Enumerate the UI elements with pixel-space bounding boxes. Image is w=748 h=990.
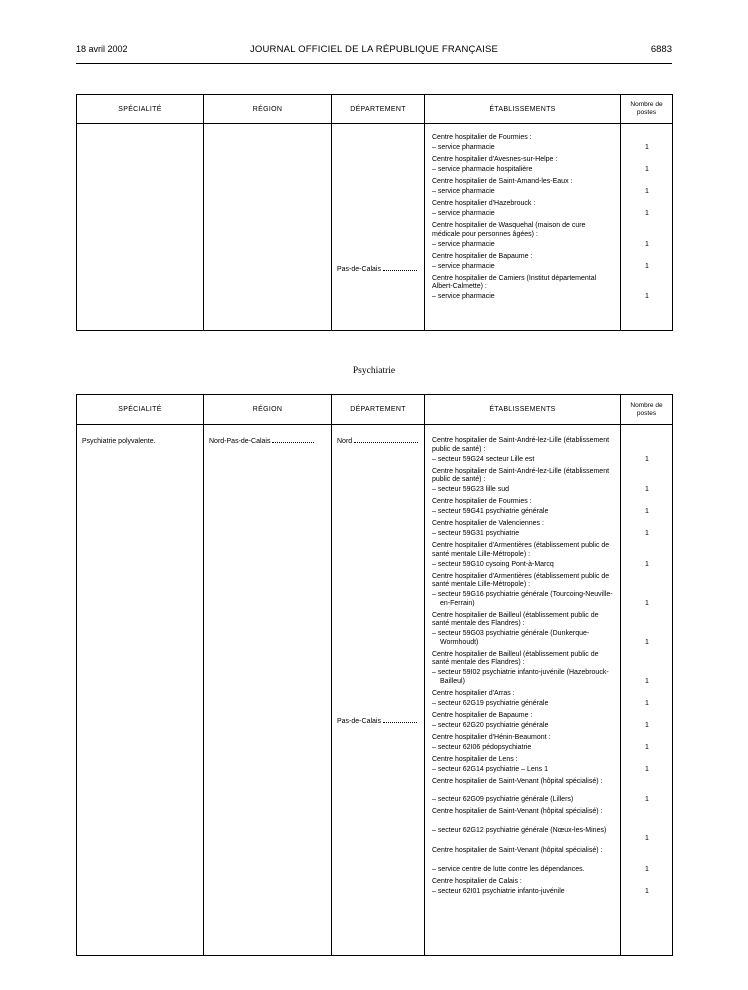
postes-count: 1 [645, 638, 649, 646]
region-label: Nord-Pas-de-Calais [209, 437, 314, 446]
service-entry: – secteur 62G19 psychiatrie générale [432, 699, 549, 707]
table-header-row [77, 95, 673, 124]
table-header-row [77, 395, 673, 425]
service-entry: – service pharmacie [432, 210, 495, 217]
col-header-etablissements: ÉTABLISSEMENTS [425, 395, 621, 425]
departement-cell [332, 124, 425, 331]
postes-count: 1 [645, 262, 649, 270]
section-title: Psychiatrie [352, 366, 396, 376]
postes-count: 1 [645, 508, 649, 515]
service-entry: – secteur 62G20 psychiatrie générale [432, 721, 549, 729]
pharmacy-table [76, 94, 673, 331]
service-entry: – secteur 59G31 psychiatrie [432, 530, 520, 537]
postes-count: 1 [645, 240, 649, 248]
service-entry: – service pharmacie [432, 144, 495, 151]
postes-count: 1 [645, 699, 649, 707]
service-entry: – secteur 62G12 psychiatrie générale (Nœux-les-Mines) [432, 826, 607, 834]
service-entry: – secteur 62G14 psychiatrie – Lens 1 [432, 765, 548, 773]
service-entry: – service pharmacie [432, 188, 495, 195]
service-entry: – secteur 62G09 psychiatrie générale (Lillers) [432, 796, 574, 803]
table-body-row [77, 124, 673, 331]
postes-count: 1 [645, 677, 649, 685]
establishment-entry: Centre hospitalier de Valenciennes : [432, 520, 544, 527]
region-cell [204, 425, 332, 956]
postes-count: 1 [645, 166, 649, 173]
departement-pdc-label: Pas-de-Calais [337, 717, 417, 726]
postes-count: 1 [645, 530, 649, 537]
nombre-postes-cell [621, 124, 673, 331]
establishment-entry: Centre hospitalier d'Armentières (établissement public de santé mentale Lille-Métropole) : [432, 572, 610, 588]
service-entry: – service pharmacie hospitalière [432, 166, 533, 173]
service-entry: – secteur 59G03 psychiatrie générale (Dunkerque-Wormhoudt) [432, 630, 590, 646]
postes-count: 1 [645, 887, 649, 895]
postes-count: 1 [645, 486, 649, 493]
service-entry: – service pharmacie [432, 293, 495, 300]
departement-nord-label: Nord [337, 437, 418, 446]
postes-count: 1 [645, 188, 649, 195]
specialite-cell [77, 124, 204, 331]
establishment-entry: Centre hospitalier de Saint-André-lez-Lille (établissement public de santé) : [432, 437, 610, 453]
establishment-entry: Centre hospitalier de Saint-Venant (hôpital spécialisé) : [432, 777, 603, 785]
establishment-entry: Centre hospitalier d'Hénin-Beaumont : [432, 733, 551, 741]
service-entry: – secteur 59G24 secteur Lille est [432, 455, 535, 463]
establishment-entry: Centre hospitalier de Bapaume : [432, 252, 533, 260]
establishment-entry: Centre hospitalier de Fourmies : [432, 498, 532, 505]
establishment-entry: Centre hospitalier de Calais : [432, 877, 522, 885]
postes-count: 1 [645, 210, 649, 217]
establishment-entry: Centre hospitalier de Saint-Venant (hôpital spécialisé) : [432, 808, 603, 815]
specialite-cell [77, 425, 204, 956]
col-header-specialite: SPÉCIALITÉ [77, 395, 204, 425]
establishment-entry: Centre hospitalier de Saint-André-lez-Lille (établissement public de santé) : [432, 467, 610, 483]
service-entry: – service pharmacie [432, 262, 495, 270]
establishment-entry: Centre hospitalier de Saint-Venant (hôpital spécialisé) : [432, 847, 603, 854]
col-header-etablissements: ÉTABLISSEMENTS [425, 95, 621, 124]
postes-count: 1 [645, 599, 649, 607]
establishment-entry: Centre hospitalier de Lens : [432, 755, 518, 763]
col-header-region: RÉGION [204, 395, 332, 425]
departement-label: Pas-de-Calais [337, 265, 417, 274]
establishment-entry: Centre hospitalier de Bailleul (établissement public de santé mentale des Flandres) : [432, 650, 599, 666]
postes-count: 1 [645, 455, 649, 463]
establishment-entry: Centre hospitalier de Fourmies : [432, 134, 532, 141]
postes-count: 1 [645, 865, 649, 873]
postes-count: 1 [645, 765, 649, 773]
establishment-entry: Centre hospitalier de Saint-Amand-les-Eaux : [432, 178, 573, 185]
specialite-label: Psychiatrie polyvalente. [82, 438, 156, 445]
service-entry: – secteur 59I02 psychiatrie infanto-juvénile (Hazebrouck-Bailleul) [432, 669, 609, 685]
postes-count: 1 [645, 144, 649, 151]
col-header-nombre-postes: Nombre de postes [621, 395, 673, 425]
col-header-specialite: SPÉCIALITÉ [77, 95, 204, 124]
establishment-entry: Centre hospitalier d'Avesnes-sur-Helpe : [432, 156, 558, 163]
service-entry: – service centre de lutte contre les dépendances. [432, 865, 585, 873]
col-header-departement: DÉPARTEMENT [332, 95, 425, 124]
service-entry: – secteur 62I01 psychiatrie infanto-juvénile [432, 887, 565, 895]
service-entry: – secteur 62I06 pédopsychiatrie [432, 743, 532, 751]
col-header-nombre-postes: Nombre de postes [621, 95, 673, 124]
nombre-postes-cell [621, 425, 673, 956]
establishment-entry: Centre hospitalier de Wasquehal (maison de cure médicale pour personnes âgées) : [432, 222, 586, 238]
publication-date: 18 avril 2002 [76, 44, 128, 54]
journal-title: JOURNAL OFFICIEL DE LA RÉPUBLIQUE FRANÇAISE [249, 44, 499, 55]
service-entry: – secteur 59G23 lille sud [432, 486, 510, 493]
establishment-entry: Centre hospitalier de Bapaume : [432, 711, 533, 719]
page-header [76, 44, 672, 58]
service-entry: – secteur 59G16 psychiatrie générale (Tourcoing-Neuville-en-Ferrain) [432, 591, 613, 607]
col-header-region: RÉGION [204, 95, 332, 124]
service-entry: – secteur 59G41 psychiatrie générale [432, 508, 549, 515]
col-header-departement: DÉPARTEMENT [332, 395, 425, 425]
establishment-entry: Centre hospitalier d'Hazebrouck : [432, 200, 536, 207]
region-cell [204, 124, 332, 331]
psychiatry-table [76, 394, 673, 956]
service-entry: – secteur 59G10 cysoing Pont-à-Marcq [432, 560, 554, 568]
postes-count: 1 [645, 743, 649, 751]
establishment-entry: Centre hospitalier de Bailleul (établissement public de santé mentale des Flandres) : [432, 611, 599, 627]
header-rule [76, 63, 672, 64]
departement-cell [332, 425, 425, 956]
postes-count: 1 [645, 835, 649, 842]
service-entry: – service pharmacie [432, 240, 495, 248]
establishment-entry: Centre hospitalier d'Armentières (établissement public de santé mentale Lille-Métropole) : [432, 542, 610, 558]
establishment-entry: Centre hospitalier de Camiers (Institut départemental Albert-Calmette) : [432, 274, 597, 290]
postes-count: 1 [645, 560, 649, 568]
etablissements-cell [425, 425, 621, 956]
postes-count: 1 [645, 293, 649, 300]
postes-count: 1 [645, 796, 649, 803]
etablissements-cell [425, 124, 621, 331]
table-body-row [77, 425, 673, 956]
establishment-entry: Centre hospitalier d'Arras : [432, 689, 515, 697]
page-number: 6883 [650, 44, 672, 55]
postes-count: 1 [645, 721, 649, 729]
